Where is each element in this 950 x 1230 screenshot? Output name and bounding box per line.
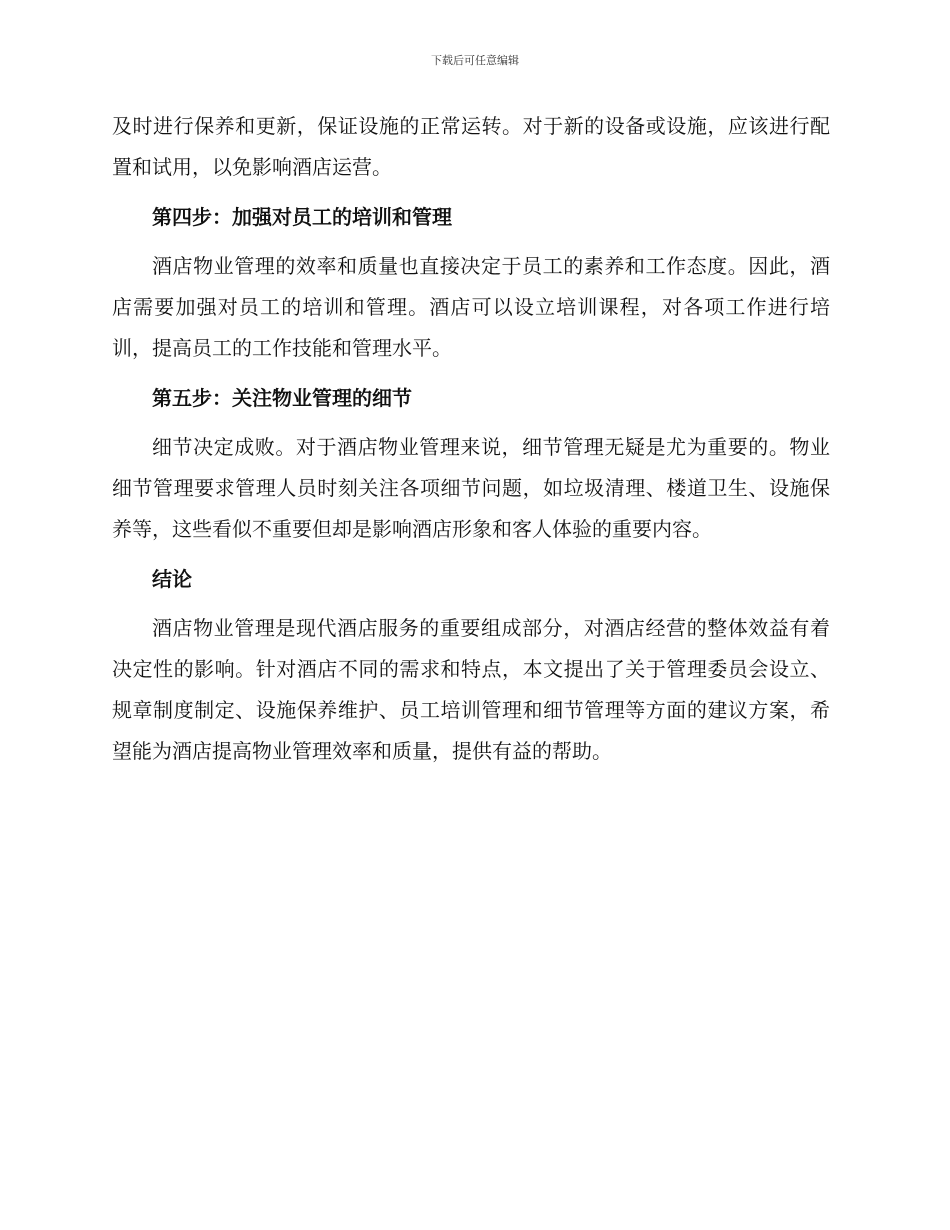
section-heading-step-five: 第五步：关注物业管理的细节 [152, 386, 412, 410]
document-body [112, 106, 830, 772]
paragraph-staff-training: 酒店物业管理的效率和质量也直接决定于员工的素养和工作态度。因此，酒店需要加强对员工的培训和管理。酒店可以设立培训课程，对各项工作进行培训，提高员工的工作技能和管理水平。 [112, 254, 830, 360]
page-header: 下载后可任意编辑 [431, 54, 519, 67]
section-heading-step-four: 第四步：加强对员工的培训和管理 [152, 205, 452, 229]
paragraph-facility-maintenance: 及时进行保养和更新，保证设施的正常运转。对于新的设备或设施，应该进行配置和试用，以免影响酒店运营。 [112, 114, 830, 179]
section-heading-conclusion: 结论 [152, 567, 192, 591]
paragraph-detail-management: 细节决定成败。对于酒店物业管理来说，细节管理无疑是尤为重要的。物业细节管理要求管理人员时刻关注各项细节问题，如垃圾清理、楼道卫生、设施保养等，这些看似不重要但却是影响酒店形象和客人体验的重要内容。 [112, 435, 830, 541]
paragraph-conclusion: 酒店物业管理是现代酒店服务的重要组成部分，对酒店经营的整体效益有着决定性的影响。针对酒店不同的需求和特点，本文提出了关于管理委员会设立、规章制度制定、设施保养维护、员工培训管理和细节管理等方面的建议方案，希望能为酒店提高物业管理效率和质量，提供有益的帮助。 [112, 616, 830, 763]
